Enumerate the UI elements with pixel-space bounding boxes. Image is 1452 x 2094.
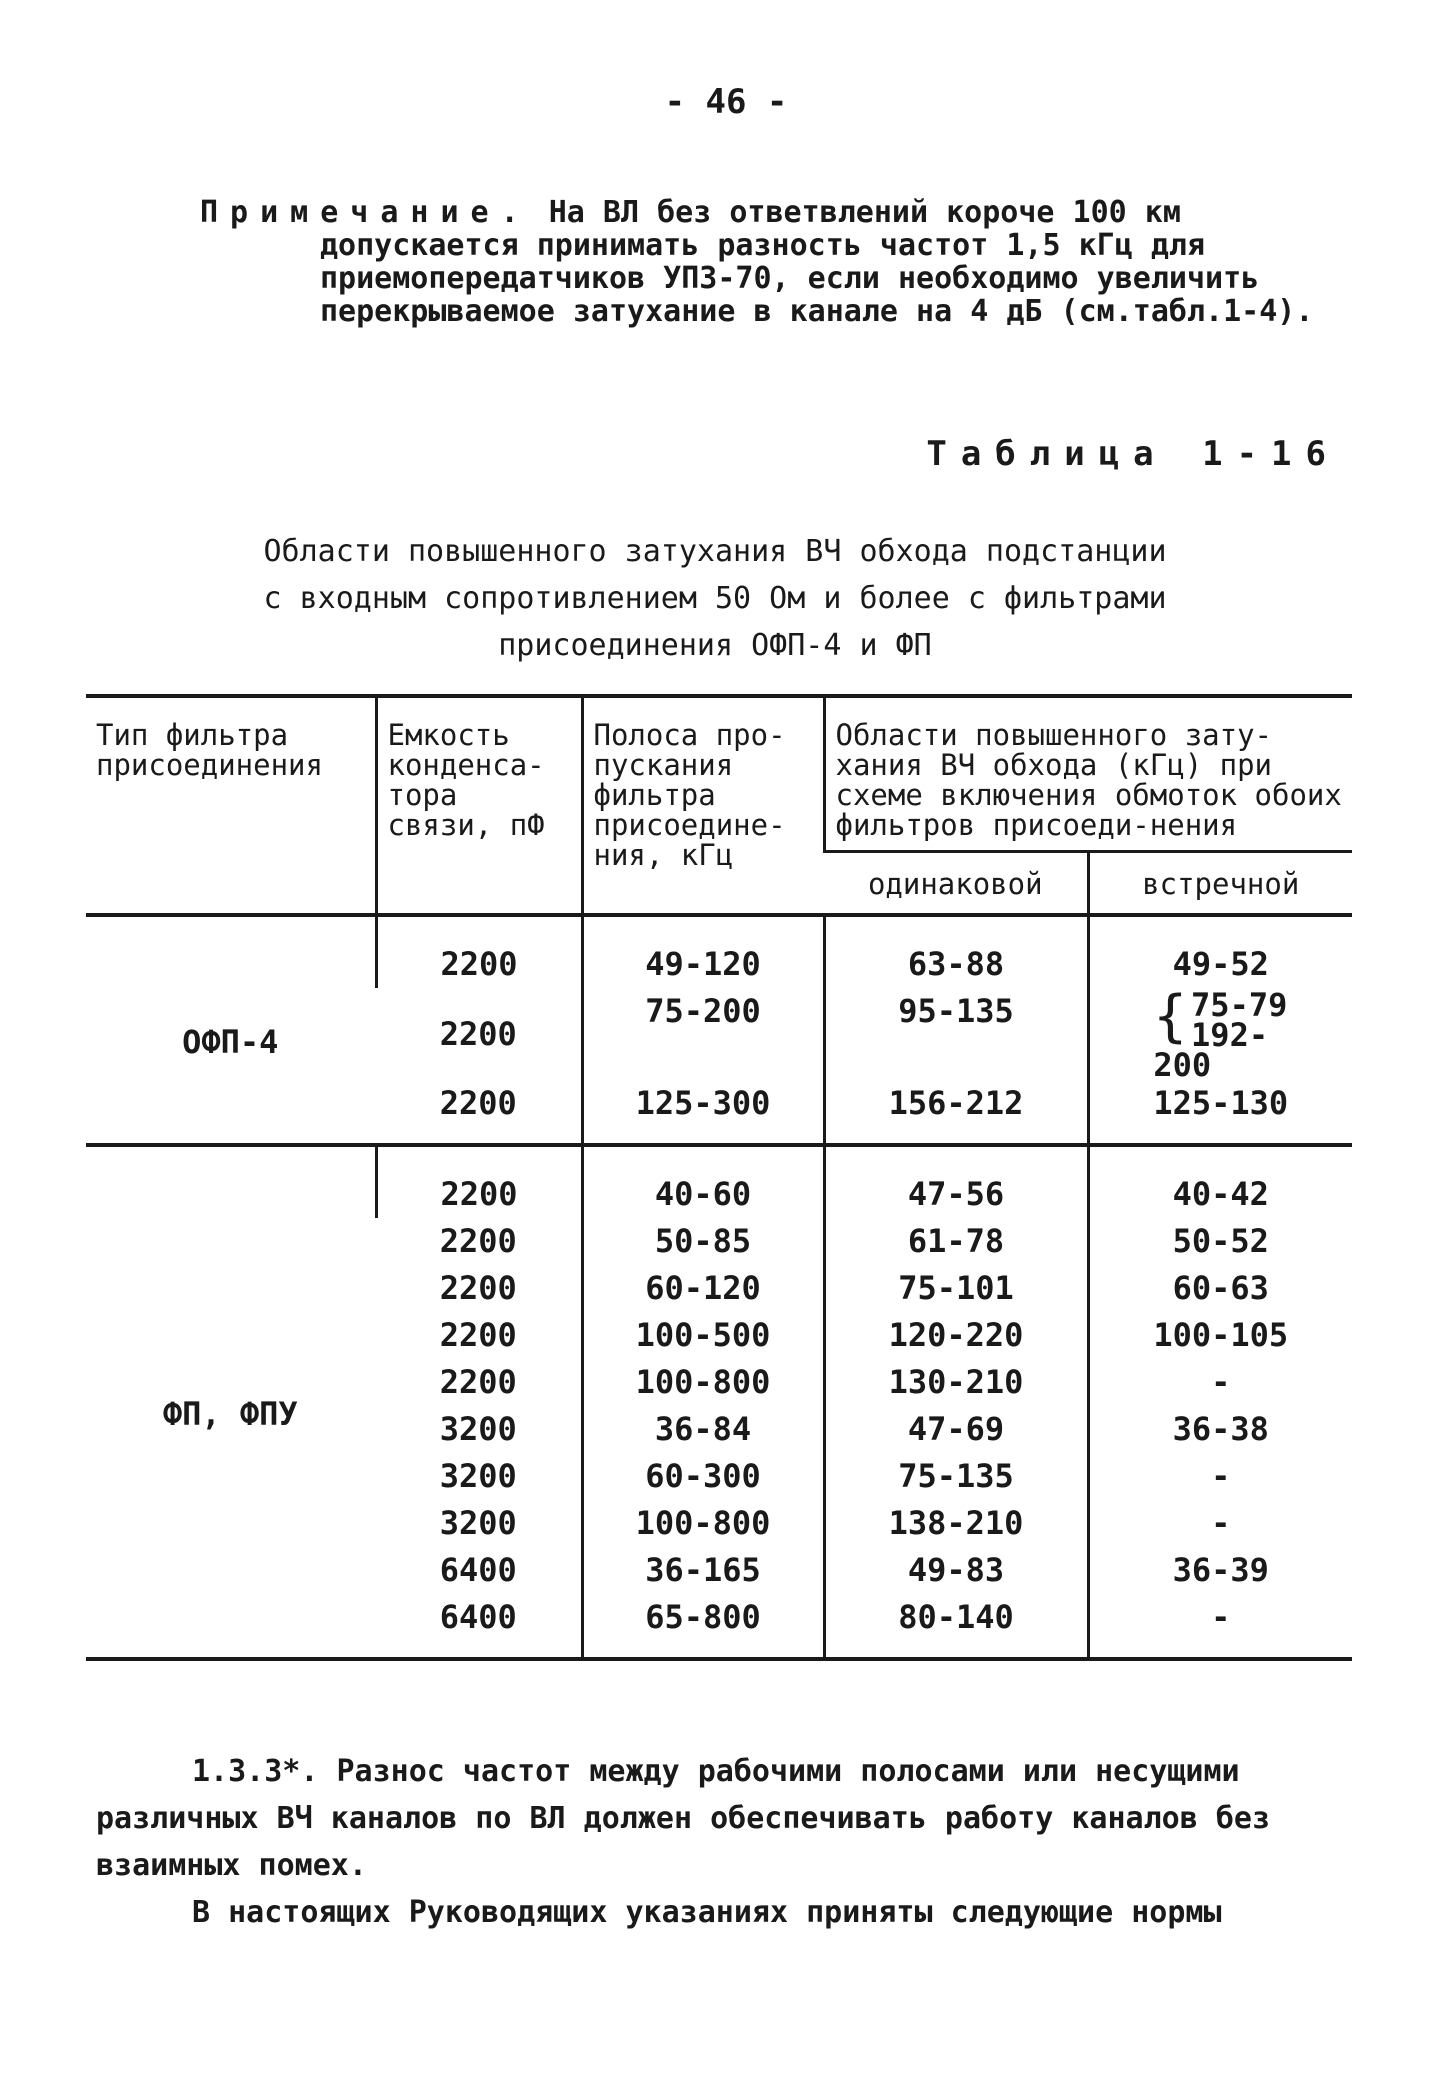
- same-cell: 130-210: [824, 1359, 1088, 1406]
- same-cell: 49-83: [824, 1547, 1088, 1594]
- capacitance-cell: 2200: [439, 1269, 517, 1307]
- opposite-cell: -: [1088, 1453, 1352, 1500]
- same-cell: 138-210: [824, 1500, 1088, 1547]
- note-block: [200, 196, 1380, 328]
- table-row: [86, 1145, 1352, 1218]
- header-band: Полоса про-пускания фильтра присоедине-ния, кГц: [582, 696, 824, 915]
- opposite-cell: [1088, 984, 1352, 1084]
- paragraph-1-3-3: 1.3.3*. Разнос частот между рабочими полосами или несущими различных ВЧ каналов по ВЛ должен обеспечивать работу каналов без взаимных помех.: [96, 1754, 1270, 1883]
- opposite-range-1: 75-79: [1191, 986, 1288, 1024]
- opposite-brace-group: [1153, 984, 1288, 1084]
- opposite-cell: -: [1088, 1359, 1352, 1406]
- band-cell: 65-800: [582, 1594, 824, 1659]
- filter-name-ofp4: ОФП-4: [182, 1022, 279, 1061]
- band-cell: 36-84: [582, 1406, 824, 1453]
- same-cell: 156-212: [824, 1080, 1088, 1145]
- table-title-line-1: Области повышенного затухания ВЧ обхода подстанции: [263, 534, 1167, 569]
- capacitance-cell: 2200: [376, 1145, 582, 1218]
- opposite-cell: 60-63: [1088, 1265, 1352, 1312]
- capacitance-cell: 2200: [439, 1084, 517, 1122]
- same-cell: 47-56: [824, 1145, 1088, 1218]
- capacitance-cell: 6400: [439, 1598, 517, 1636]
- table-title-line-2: с входным сопротивлением 50 Ом и более с фильтрами: [263, 581, 1167, 616]
- opposite-cell: -: [1088, 1594, 1352, 1659]
- note-line-4: перекрываемое затухание в канале на 4 дБ (см.табл.1-4).: [320, 294, 1314, 329]
- table-row: [86, 915, 1352, 988]
- capacitance-cell: 6400: [439, 1551, 517, 1589]
- table-caption: Таблица 1-16: [926, 434, 1340, 474]
- paragraph-norms: В настоящих Руководящих указаниях приняты следующие нормы: [192, 1895, 1222, 1930]
- capacitance-cell: 2200: [376, 915, 582, 988]
- capacitance-cell: 2200: [439, 1222, 517, 1260]
- capacitance-cell: 2200: [439, 1316, 517, 1354]
- note-line-2: допускается принимать разность частот 1,5 кГц для: [320, 228, 1206, 263]
- band-cell: 125-300: [582, 1080, 824, 1145]
- capacitance-cell: 3200: [439, 1457, 517, 1495]
- band-cell: 60-120: [582, 1265, 824, 1312]
- attenuation-table: [86, 694, 1352, 1661]
- page-number: - 46 -: [664, 82, 788, 122]
- opposite-cell: 36-38: [1088, 1406, 1352, 1453]
- band-cell: 40-60: [582, 1145, 824, 1218]
- note-text-1: На ВЛ без ответвлений короче 100 км: [548, 195, 1181, 230]
- header-same: одинаковой: [824, 852, 1088, 916]
- header-regions: Области повышенного зату-хания ВЧ обхода (кГц) при схеме включения обмоток обоих фильтров присоеди-нения: [824, 696, 1352, 852]
- same-cell: 61-78: [824, 1218, 1088, 1265]
- opposite-cell: 100-105: [1088, 1312, 1352, 1359]
- band-cell: 75-200: [582, 988, 824, 1080]
- filter-name-fp: ФП, ФПУ: [162, 1394, 298, 1433]
- capacitance-cell: 2200: [439, 1014, 517, 1053]
- opposite-cell: 40-42: [1088, 1145, 1352, 1218]
- capacitance-cell: 3200: [439, 1504, 517, 1542]
- band-cell: 60-300: [582, 1453, 824, 1500]
- band-cell: 49-120: [582, 915, 824, 988]
- capacitance-cell: 3200: [439, 1410, 517, 1448]
- opposite-cell: 36-39: [1088, 1547, 1352, 1594]
- note-line-1: [200, 196, 1380, 229]
- brace-glyph: {: [1153, 984, 1188, 1049]
- same-cell: 80-140: [824, 1594, 1088, 1659]
- note-line-3: приемопередатчиков УПЗ-70, если необходимо увеличить: [320, 261, 1260, 296]
- note-label: Примечание.: [200, 195, 531, 230]
- capacitance-cell: 2200: [439, 1363, 517, 1401]
- band-cell: 100-500: [582, 1312, 824, 1359]
- same-cell: 47-69: [824, 1406, 1088, 1453]
- same-cell: 120-220: [824, 1312, 1088, 1359]
- same-cell: 95-135: [824, 988, 1088, 1080]
- header-filter-type: Тип фильтра присоединения: [96, 718, 323, 782]
- table-title: [200, 528, 1230, 669]
- band-cell: 100-800: [582, 1500, 824, 1547]
- opposite-cell: 49-52: [1088, 915, 1352, 988]
- band-cell: 100-800: [582, 1359, 824, 1406]
- table-title-line-3: присоединения ОФП-4 и ФП: [498, 628, 932, 663]
- same-cell: 63-88: [824, 915, 1088, 988]
- opposite-cell: -: [1088, 1500, 1352, 1547]
- header-opposite: встречной: [1088, 852, 1352, 916]
- opposite-cell: 50-52: [1088, 1218, 1352, 1265]
- band-cell: 36-165: [582, 1547, 824, 1594]
- opposite-cell: 125-130: [1088, 1080, 1352, 1145]
- same-cell: 75-135: [824, 1453, 1088, 1500]
- body-text: [96, 1748, 1356, 1936]
- same-cell: 75-101: [824, 1265, 1088, 1312]
- band-cell: 50-85: [582, 1218, 824, 1265]
- opposite-range-2: 192-200: [1153, 1016, 1269, 1084]
- header-capacitor: Емкость конденса-тора связи, пФ: [376, 696, 582, 915]
